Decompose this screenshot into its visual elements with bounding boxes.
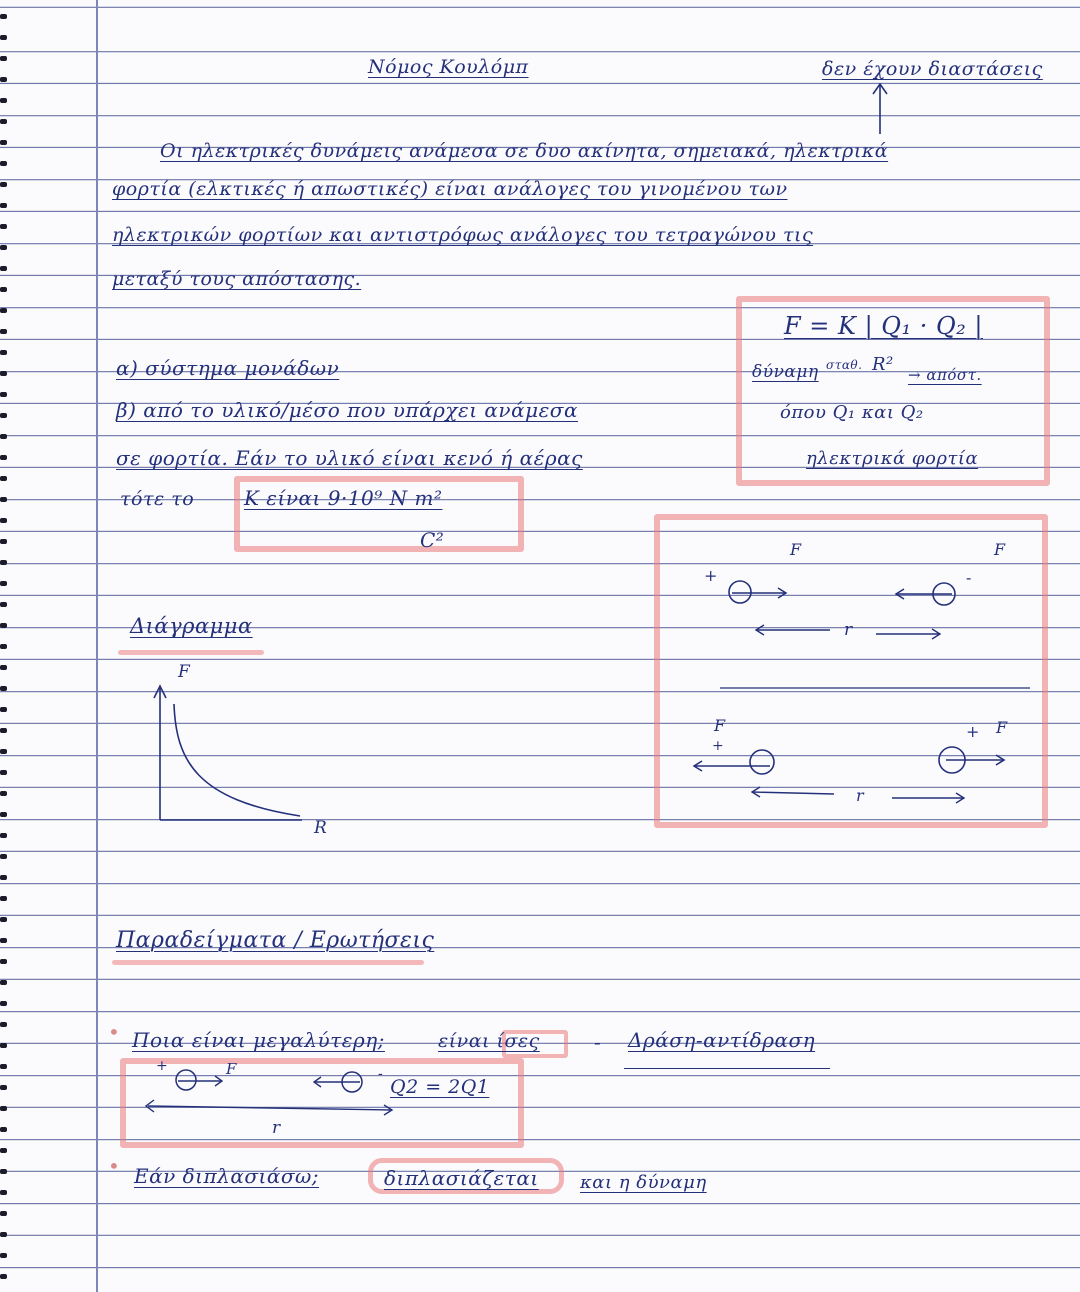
action-reaction-note: Δράση-αντίδραση	[628, 1028, 816, 1052]
formula-charges: ηλεκτρικά φορτία	[806, 448, 979, 469]
formula-constant-label: σταθ.	[826, 358, 863, 372]
sketch-minus: -	[378, 1066, 384, 1082]
formula-main: F = K | Q₁ · Q₂ |	[784, 312, 983, 340]
diagram2-plus-left: +	[712, 738, 725, 754]
constant-item-b: β) από το υλικό/μέσο που υπάρχει ανάμεσα	[116, 398, 578, 422]
question-1: Ποια είναι μεγαλύτερη;	[132, 1028, 385, 1052]
answer-dash: -	[594, 1030, 602, 1054]
formula-where: όπου Q₁ και Q₂	[780, 402, 924, 423]
question-2: Εάν διπλασιάσω;	[134, 1164, 320, 1188]
constant-denominator: C²	[420, 528, 445, 552]
header-note: δεν έχουν διαστάσεις	[822, 58, 1043, 80]
page-title: Nόμος Κουλόμπ	[368, 56, 529, 78]
diagram-distance-r: r	[844, 620, 853, 640]
sketch-force-label: F	[226, 1060, 237, 1078]
answer-1: είναι ίσες	[438, 1030, 540, 1052]
sketch-plus: +	[156, 1058, 169, 1074]
constant-item-d: τότε το	[120, 488, 195, 510]
diagram-force-right: F	[994, 540, 1006, 559]
bullet-dot-1: •	[108, 1020, 121, 1044]
intro-line-3: ηλεκτρικών φορτίων και αντιστρόφως ανάλογες του τετραγώνου τις	[112, 224, 814, 246]
constant-item-a: α) σύστημα μονάδων	[116, 356, 340, 380]
intro-line-2: φορτία (ελκτικές ή απωστικές) είναι ανάλογες του γινομένου των	[112, 178, 788, 200]
diagram-minus-sign: -	[966, 568, 972, 587]
answer-2: διπλασιάζεται	[384, 1166, 539, 1190]
diagram2-plus-right: +	[966, 722, 980, 741]
constant-item-c: σε φορτία. Εάν το υλικό είναι κενό ή αέρας	[116, 446, 583, 470]
graph-y-label: F	[178, 662, 191, 682]
diagram-plus-sign: +	[704, 566, 718, 585]
graph-x-label: R	[314, 818, 328, 838]
diagram-force-left: F	[790, 540, 802, 559]
formula-r-squared: R²	[872, 354, 894, 375]
examples-heading: Παραδείγματα / Ερωτήσεις	[116, 928, 435, 953]
diagram2-force-right: F	[996, 718, 1008, 737]
intro-line-1: Οι ηλεκτρικές δυνάμεις ανάμεσα σε δυο ακίνητα, σημειακά, ηλεκτρικά	[160, 140, 889, 162]
bullet-dot-2: •	[108, 1154, 121, 1178]
diagram2-distance-r: r	[856, 786, 865, 805]
answer-2-tail: και η δύναμη	[580, 1172, 707, 1193]
formula-force-label: δύναμη	[752, 362, 819, 382]
diagram2-force-left: F	[714, 716, 726, 735]
formula-distance-label: → απόστ.	[908, 366, 982, 384]
constant-value: K είναι 9·10⁹ N m²	[244, 486, 443, 510]
graph-heading: Διάγραμμα	[130, 614, 253, 638]
sketch-distance-r: r	[272, 1118, 281, 1138]
intro-line-4: μεταξύ τους απόστασης.	[112, 268, 362, 290]
sketch-charge-relation: Q2 = 2Q1	[390, 1076, 490, 1098]
